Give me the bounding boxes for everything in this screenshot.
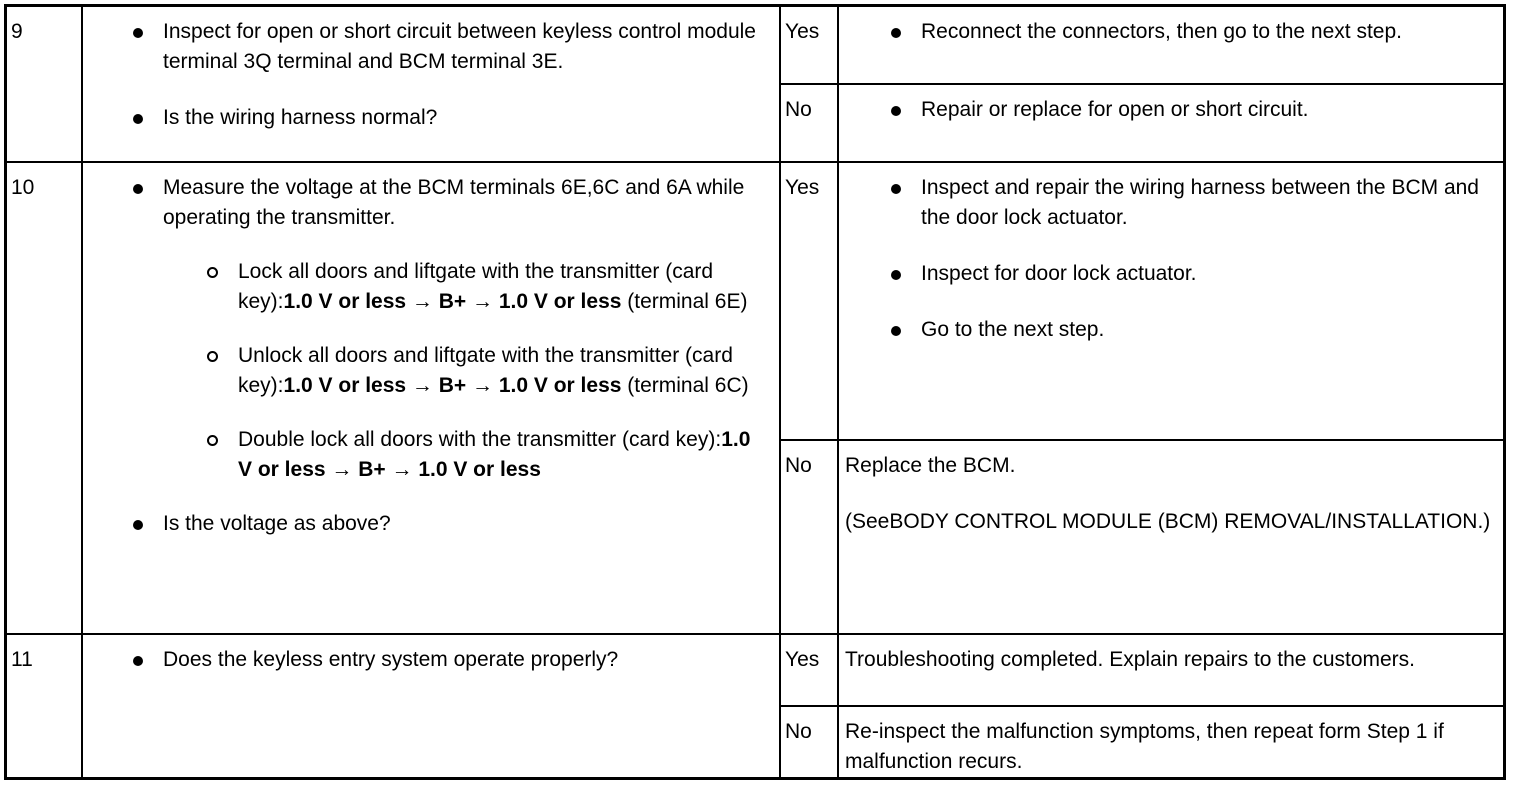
bullet-icon (133, 184, 143, 194)
reference-text: (SeeBODY CONTROL MODULE (BCM) REMOVAL/INSTALLATION.) (845, 509, 1491, 533)
step-action (82, 162, 780, 634)
bullet-icon (891, 106, 901, 116)
bullet-icon (133, 520, 143, 530)
bullet-icon (891, 28, 901, 38)
step-number: 11 (6, 634, 83, 779)
table-row-step-10 (6, 162, 1505, 440)
bullet-icon (133, 114, 143, 124)
no-label: No (780, 84, 838, 162)
list-item: Is the wiring harness normal? (83, 103, 767, 133)
bullet-icon (891, 326, 901, 336)
list-item: Inspect for door lock actuator. (845, 259, 1497, 289)
bullet-icon (891, 270, 901, 280)
bullet-icon (133, 28, 143, 38)
yes-result (838, 6, 1505, 84)
sub-list-item: Lock all doors and liftgate with the transmitter (card key):1.0 V or less → B+ → 1.0 V or less (terminal 6E) (83, 257, 767, 317)
yes-result (838, 162, 1505, 440)
bullet-icon (891, 184, 901, 194)
no-result (838, 84, 1505, 162)
table-row-step-9 (6, 6, 1505, 84)
no-label: No (780, 706, 838, 779)
step-number: 10 (6, 162, 83, 634)
troubleshooting-table (4, 4, 1506, 780)
list-item: Inspect and repair the wiring harness between the BCM and the door lock actuator. (845, 173, 1497, 233)
circle-bullet-icon (207, 351, 218, 362)
yes-label: Yes (780, 162, 838, 440)
result-text: Replace the BCM. (845, 453, 1016, 477)
step-action (82, 634, 780, 779)
no-label: No (780, 440, 838, 634)
circle-bullet-icon (207, 267, 218, 278)
list-item: Inspect for open or short circuit between keyless control module terminal 3Q terminal and BCM terminal 3E. (83, 17, 767, 77)
list-item: Reconnect the connectors, then go to the next step. (845, 17, 1497, 47)
list-item: Repair or replace for open or short circuit. (845, 95, 1497, 125)
list-item: Is the voltage as above? (83, 509, 767, 539)
yes-result: Troubleshooting completed. Explain repairs to the customers. (838, 634, 1505, 706)
list-item: Does the keyless entry system operate properly? (83, 645, 767, 675)
circle-bullet-icon (207, 435, 218, 446)
no-result: Re-inspect the malfunction symptoms, then repeat form Step 1 if malfunction recurs. (838, 706, 1505, 779)
yes-label: Yes (780, 634, 838, 706)
step-action (82, 6, 780, 162)
list-item: Measure the voltage at the BCM terminals 6E,6C and 6A while operating the transmitter. (83, 173, 767, 233)
table-row-step-11 (6, 634, 1505, 706)
yes-label: Yes (780, 6, 838, 84)
no-result (838, 440, 1505, 634)
bullet-icon (133, 656, 143, 666)
sub-list-item: Unlock all doors and liftgate with the transmitter (card key):1.0 V or less → B+ → 1.0 V or less (terminal 6C) (83, 341, 767, 401)
sub-list-item: Double lock all doors with the transmitter (card key):1.0 V or less → B+ → 1.0 V or less (83, 425, 767, 485)
step-number: 9 (6, 6, 83, 162)
troubleshooting-sheet (4, 4, 1506, 780)
list-item: Go to the next step. (845, 315, 1497, 345)
